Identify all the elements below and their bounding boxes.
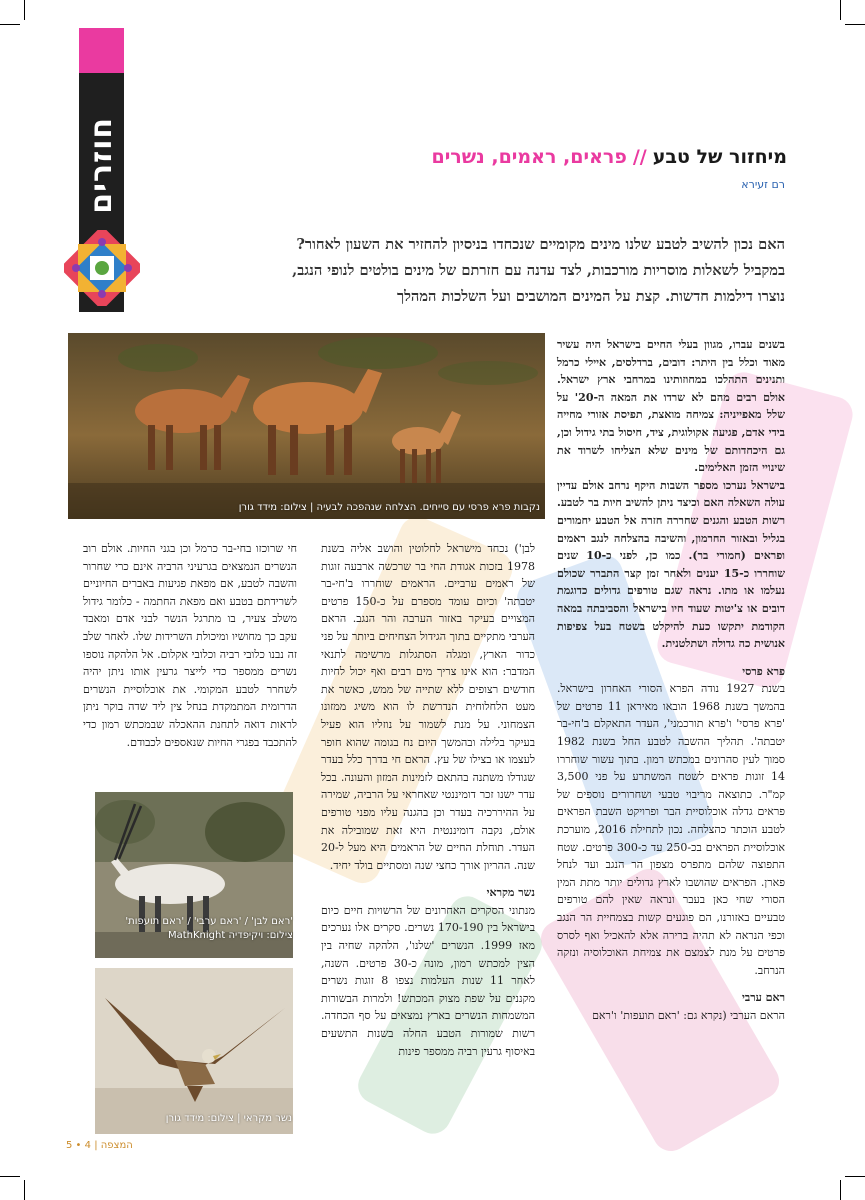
page-footer: המצפה | 4 • 5 <box>66 1140 133 1151</box>
wild-asses-caption: נקבות פרא פרסי עם סייחים. הצלחה שנהפכה לבעיה | צילום: מידד גורן <box>238 502 540 513</box>
crop-mark <box>0 1176 20 1177</box>
crop-mark <box>845 1176 865 1177</box>
lead-line: האם נכון להשיב לטבע שלנו מינים מקומיים שנכחדו בניסיון להחזיר את השעון לאחור? <box>296 236 785 253</box>
title-separator: // <box>632 146 647 168</box>
article-title <box>431 146 787 168</box>
body-paragraph: בשנת 1927 נודה הפרא הסורי האחרון בישראל. בהמשך בשנת 1968 הובאו מאיראן 11 פרטים של 'פרא פרסי' ו'פרא תורכמני', העדר התאקלם ב'חי-בר יטבתה'. תהליך ההשבה לטבע החל בשנת 1982 סמוך לעין סהרונים במכתש רמון. בתוך עשור שוחררו 14 זוגות פראים לשטח המשתרע על פני 3,500 קמ"ר. כתוצאה מריבוי טבעי ושחרורים נוספים של פראים גדלה אוכלוסיית הבר ופרויקט השבת הפראים לטבע הוכתר כהצלחה. נכון לתחילת 2016, מוערכת אוכלוסיית הפראים בכ-250 עד כ-300 פרטים. שטח התפוצה שלהם מתפרס מצפון הר הנגב ועד לנחל פארן. הפראים שהושבו לארץ גדולים יותר מתת המין הסורי שחי כאן בעבר ונראה שאין להם טורפים טבעיים באזורנו, הם פוגעים קשות בצמחיית הר הנגב וכפי הנראה לא תהיה ברירה אלא להאכיל ואף לסרס פרטים על מנת לצמצם את צמיחת האוכלוסיה ונזקה הנרחב. <box>557 682 785 977</box>
crop-mark <box>24 1180 25 1200</box>
wild-asses-photo <box>68 333 545 519</box>
side-bar-accent <box>79 28 124 73</box>
body-paragraph: לבן') נכחד מישראל לחלוטין והושב אליה בשנת 1978 בזכות אגודת החי בר שרכשה ארבעה זוגות של ראמים ערביים. הראמים שוחררו ב'חי-בר יטבתה' וכיום עומד מספרם על כ-150 פרטים המצויים בעיקר באזור הערבה והר הנגב. הראם הערבי מתקיים בתוך הגידול הצחיחים ביותר על פני כדור הארץ, ומגלה הסתגלות מרשימה לתנאי המדבר: הוא אינו צריך מים רבים ואף יכול לחיות חודשים רצופים ללא שתייה של ממש, כאשר את מעט הלחלוחית הנדרשת לו הוא משיג ממזונו הצמחוני. על מנת לשמור על נוזליו הוא פעיל בעיקר בלילה ובהמשך היום נח בגומה שהוא חופר לעצמו או בצילו של עץ. הראם חי בדרך כלל בעדר שגודלו משתנה בהתאם לזמינות המזון והעונה. בכל עדר ישנו זכר דומיננטי שאחראי על הרביה, שמירה על ההיררכיה בעדר וכן בהגנה עליו מפני טורפים אולם, נקבה דומיננטית היא זאת שמובילה את העדר. תוחלת החיים של הראמים היא מעל ל-20 שנה. ההריון אורך כחצי שנה ומסתיים בולד יחיד. <box>321 542 536 872</box>
section-heading: פרא פרסי <box>742 664 785 678</box>
crop-mark <box>840 1180 841 1200</box>
lead-line: נוצרו דילמות חדשות. קצת על המינים המושבים ועל השלכות המהלך <box>396 288 785 305</box>
crop-mark <box>24 0 25 20</box>
ornament-icon <box>64 230 140 306</box>
title-subtitle: פראים, ראמים, נשרים <box>431 146 627 168</box>
section-label-text: חוזרים <box>84 116 119 214</box>
intro-paragraph: בשנים עברו, מגוון בעלי החיים בישראל היה עשיר מאוד וכלל בין היתר: דובים, ברדלסים, איילי כרמל ותנינים התהלכו במחוזותינו במרחבי ארץ ישראל. אולם רבים מהם לא שרדו את המאה ה-20' על שלל מאפייניה: צמיחה מואצת, תפיסת אזורי מחייה בידי אדם, פגיעה אקולוגית, ציד, חיסול בתי גידול וכן, גם היכחדותם של מינים שלא הצליחו לשרוד את שינויי הזמן האלימים. <box>557 338 785 475</box>
oryx-caption <box>125 915 293 943</box>
article-column <box>557 336 785 1025</box>
vulture-caption: נשר מקראי | צילום: מידד גורן <box>165 1113 292 1124</box>
lead-paragraph <box>145 232 785 310</box>
body-paragraph: הראם הערבי (נקרא גם: 'ראם תועפות' ו'ראם <box>592 1008 785 1022</box>
crop-mark <box>845 24 865 25</box>
author-name: רם זעירא <box>741 178 785 191</box>
section-heading: ראם ערבי <box>742 991 785 1005</box>
vulture-photo <box>95 968 293 1134</box>
body-paragraph: חי שרוכזו בחי-בר כרמל וכן בגני החיות. אולם רוב הנשרים הנמצאים בגרעיני הרביה אינם כרי שחרור והשבה לטבע, אם מפאת פגיעות באברים החיוניים לשרידתם בטבע ואם מפאת החתמה - כלומר גידול משלב צעיר, בו מתרגל הנשר לבני אדם ומאבד עקב כך מחושיו ומיכולת השרידות שלו. לאחר שלב זה נבנו כלובי רביה וכלובי אקלום. אל הלהקה נוספו נשרים ממספר כדי לייצר גרעין אותו ניתן יהיה לשחרר לטבע המקומי. את אוכלוסיית הנשרים הדרומית המתמקדת בנחל צין ליד שדה בוקר ניתן לראות דואה לתחנת ההאכלה שבמכתש רמון כדי להתכבד בפגרי החיות שנאספים לכבודם. <box>83 542 297 749</box>
section-heading: נשר מקראי <box>486 886 535 900</box>
body-paragraph: מנתוני הסקרים האחרונים של הרשויות חיים כיום בישראל בין 170-190 נשרים. סקרים אלו נערכים מאז 1999. הנשרים 'שלנו', הלהקה שחיה בין הצין למכתש רמון, מונה כ-30 פרטים. השנה, לאחר 11 שנות העלמות נצפו 8 זוגות נשרים מקננים על שפת מצוק המכתש! ולמרות הבשורות המשמחות הנשרים בארץ נמצאים על סף הכחדה. רשות שמורות הטבע החלה בשנות התשעים באיסוף גרעין רביה ממספר פינות <box>321 903 536 1058</box>
article-column <box>321 540 535 1060</box>
crop-mark <box>0 24 20 25</box>
oryx-caption-credit: צילום: ויקיפדיה MathKnight <box>167 930 293 941</box>
crop-mark <box>840 0 841 20</box>
oryx-caption-names: 'ראם לבן' / 'ראם ערבי' / 'ראם תועפות' <box>125 916 293 927</box>
intro-paragraph: בישראל נערכו מספר השבות היקף נרחב אולם עדיין עולה השאלה האם וכיצד ניתן להשיב חיות בר לטבע. רשות הטבע והגנים שחררה חזרה אל הטבע יחמורים בגליל ובאזור החרמון, והשיבה בהצלחה לנגב ראמים ופראים (חמורי בר). כמו כן, לפני כ-10 שנים שוחררו כ-15 יענים ולאחר זמן קצר התברר שכולם נעלמו או מתו. נראה שגם טורפים גדולים כדוגמת דובים או צ'יטות שעוד חיו בישראל והסביבתה במאה הקודמת יתקשו כעת להיקלט בשטח בעל צפיפות אנושית כה גדולה ושתלטנית. <box>557 478 785 651</box>
title-main: מיחזור של טבע <box>652 146 787 168</box>
article-column <box>83 540 297 751</box>
section-label <box>79 100 124 230</box>
lead-line: במקביל לשאלות מוסריות מורכבות, לצד עדנה עם חזרתם של מינים בולטים לנופי הנגב, <box>292 262 785 279</box>
